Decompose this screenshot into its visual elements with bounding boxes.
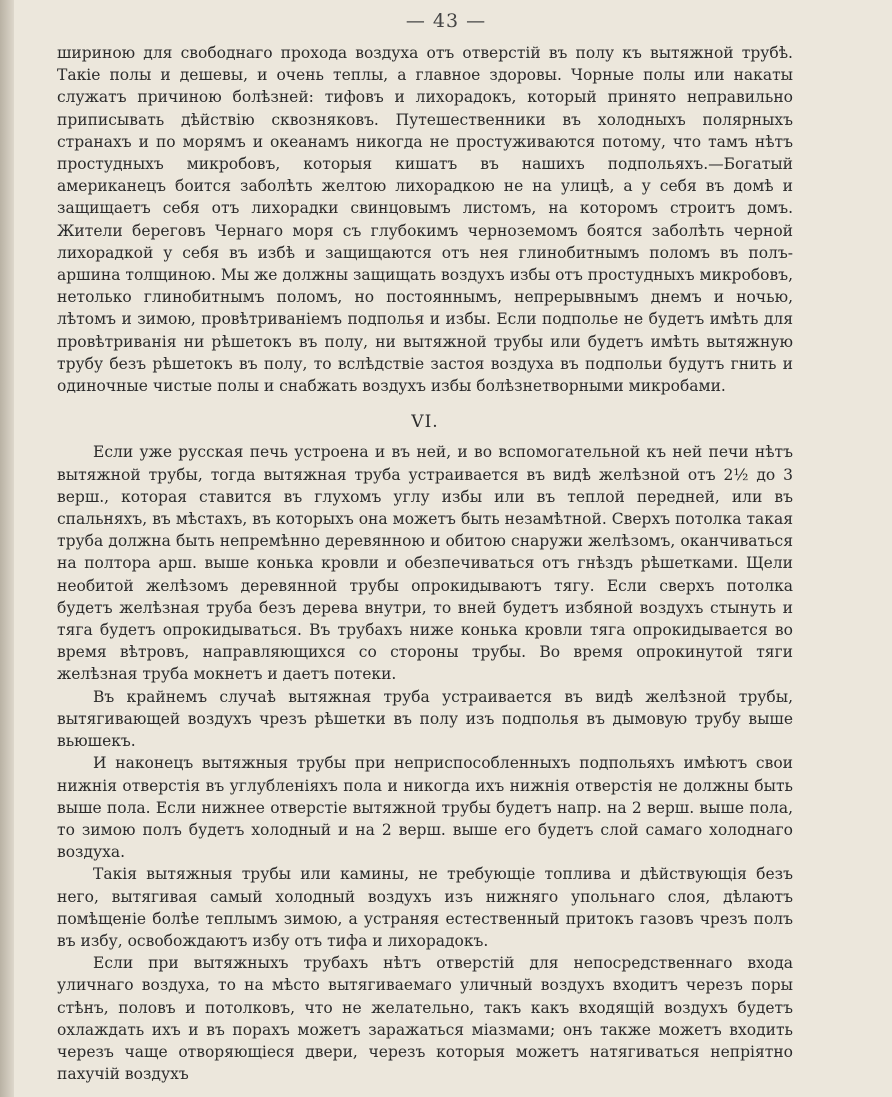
paragraph-lower-openings: И наконецъ вытяжныя трубы при неприспособленныхъ подпольяхъ имѣютъ свои нижнія отверстія въ углубленіяхъ пола и никогда ихъ нижнія отверстія не должны быть выше пола. Если нижнее отверстіе вытяжной трубы будетъ напр. на 2 верш. выше пола, то зимою полъ будетъ холодный и на 2 верш. выше его будетъ слой самаго холоднаго воздуха. (57, 754, 793, 862)
paragraph-street-air: Если при вытяжныхъ трубахъ нѣтъ отверстій для непосредственнаго входа уличнаго воздуха, то на мѣсто вытягиваемаго уличный воздухъ входитъ черезъ поры стѣнъ, половъ и потолковъ, что не желательно, такъ какъ входящій воздухъ будетъ охлаждать ихъ и въ порахъ можетъ заражаться міазмами; онъ также можетъ входить черезъ чаще отворяющіеся двери, черезъ которыя можетъ натягиваться непріятно пахучій воздухъ (57, 954, 793, 1084)
paragraph-exhaust-pipe: Если уже русская печь устроена и въ ней, и во вспомогательной къ ней печи нѣтъ вытяжной трубы, тогда вытяжная труба устраивается въ видѣ желѣзной отъ 2½ до 3 верш., которая ставится въ глухомъ углу избы или въ теплой передней, или въ спальняхъ, въ мѣстахъ, въ которыхъ она можетъ быть незамѣтной. Сверхъ потолка такая труба должна быть непремѣнно деревянною и обитою снаружи желѣзомъ, оканчиваться на полтора арш. выше конька кровли и обезпечиваться отъ гнѣздъ рѣшетками. Щели необитой желѣзомъ деревянной трубы опрокидываютъ тягу. Если сверхъ потолка будетъ желѣзная труба безъ дерева внутри, то вней будетъ избяной воздухъ стынуть и тяга будетъ опрокидываться. Въ трубахъ ниже конька кровли тяга опрокидывается во время вѣтровъ, направляющихся со стороны трубы. Во время опрокинутой тяги желѣзная труба мокнетъ и даетъ потеки. (57, 443, 793, 684)
paragraph-fireplaces: Такія вытяжныя трубы или камины, не требующіе топлива и дѣйствующія безъ него, вытягивая самый холодный воздухъ изъ нижняго упольнаго слоя, дѣлаютъ помѣщеніе болѣе теплымъ зимою, а устраняя естественный притокъ газовъ чрезъ полъ въ избу, освобождаютъ избу отъ тифа и лихорадокъ. (57, 865, 793, 950)
page-number: — 43 — (405, 10, 487, 32)
paragraph-extreme-case: Въ крайнемъ случаѣ вытяжная труба устраивается въ видѣ желѣзной трубы, вытягивающей воздухъ чрезъ рѣшетки въ полу изъ подполья въ дымовую трубу выше вьюшекъ. (57, 687, 793, 751)
text-block (57, 42, 793, 1085)
paragraph-continued: шириною для свободнаго прохода воздуха отъ отверстій въ полу къ вытяжной трубѣ. Такіе полы и дешевы, и очень теплы, а главное здоровы. Чорные полы или накаты служатъ причиною болѣзней: тифовъ и лихорадокъ, который принято неправильно приписывать дѣйствію сквозняковъ. Путешественники въ холодныхъ полярныхъ странахъ и по морямъ и океанамъ никогда не простуживаются потому, что тамъ нѣтъ простудныхъ микробовъ, которыя кишатъ въ нашихъ подпольяхъ.—Богатый американецъ боится заболѣть желтою лихорадкою не на улицѣ, а у себя въ домѣ и защищаетъ себя отъ лихорадки свинцовымъ листомъ, на которомъ строитъ домъ. Жители береговъ Чернаго моря съ глубокимъ черноземомъ боятся заболѣть черной лихорадкой у себя въ избѣ и защищаются отъ нея глинобитнымъ поломъ въ полъ-аршина толщиною. Мы же должны защищать воздухъ избы отъ простудныхъ микробовъ, нетолько глинобитнымъ поломъ, но постояннымъ, непрерывнымъ днемъ и ночью, лѣтомъ и зимою, провѣтриваніемъ подполья и избы. Если подполье не будетъ имѣть для провѣтриванія ни рѣшетокъ въ полу, ни вытяжной трубы или будетъ имѣть вытяжную трубу безъ рѣшетокъ въ полу, то вслѣдствіе застоя воздуха въ подпольи будутъ гнить и одиночные чистые полы и снабжать воздухъ избы болѣзнетворными микробами. (57, 44, 793, 396)
binding-shadow (0, 0, 14, 1097)
section-heading: VI. (411, 412, 439, 433)
